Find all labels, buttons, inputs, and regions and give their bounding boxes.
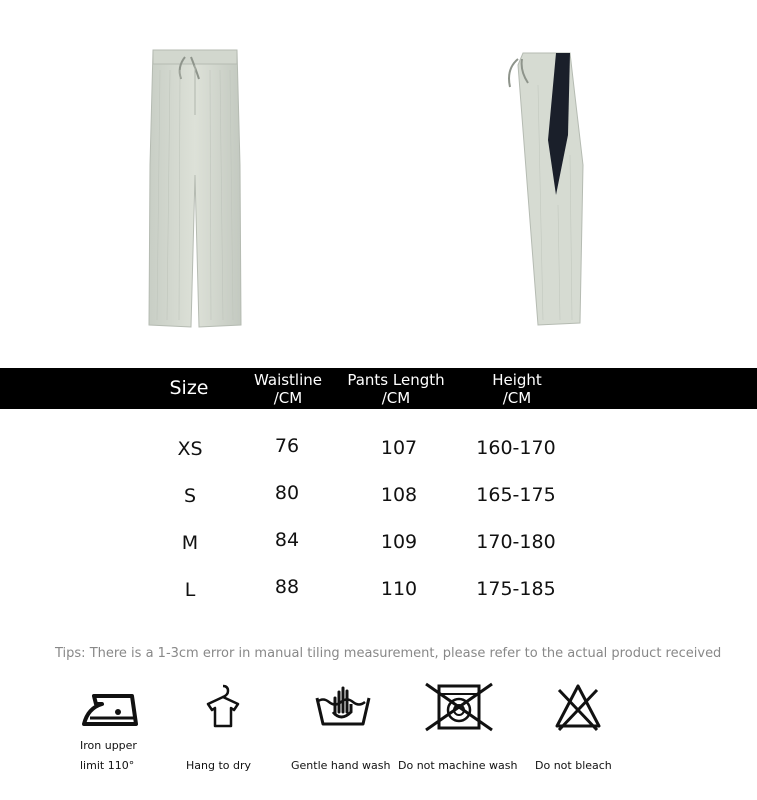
cell-waistline: 88 [274,576,300,598]
cell-size: XS [177,438,203,460]
no-machine-wash-icon [424,682,494,732]
care-instructions [0,682,757,800]
care-label-hang: Hang to dry [186,759,252,772]
header-height-unit: /CM [502,389,532,407]
header-waistline [238,371,338,407]
care-item-hang [186,682,266,776]
header-pants-length [336,371,456,407]
cell-height: 160-170 [476,437,556,459]
hanger-icon [198,682,248,732]
header-pants-length-unit: /CM [381,389,411,407]
cell-size: S [183,485,197,507]
care-item-bleach [535,682,630,776]
care-item-iron [80,682,170,776]
header-waistline-unit: /CM [273,389,303,407]
iron-icon [80,682,140,732]
measurement-tip: Tips: There is a 1-3cm error in manual tiling measurement, please refer to the actual product received [55,646,722,661]
cell-pants-length: 110 [380,578,418,600]
no-bleach-icon [553,682,603,732]
cell-pants-length: 109 [380,531,418,553]
cell-height: 170-180 [476,531,556,553]
table-row [0,566,757,606]
cell-waistline: 76 [274,435,300,457]
cell-height: 165-175 [476,484,556,506]
header-height-label: Height [492,371,542,389]
care-label-iron-1: Iron upper [80,739,137,752]
care-label-iron-2: limit 110° [80,759,135,772]
care-label-machine: Do not machine wash [398,759,518,772]
care-label-bleach: Do not bleach [535,759,612,772]
table-row [0,472,757,512]
product-photos [0,0,757,362]
header-size: Size [169,377,209,399]
size-table-header [0,368,757,409]
cell-size: M [181,532,199,554]
cell-waistline: 80 [274,482,300,504]
table-row [0,519,757,559]
cell-pants-length: 108 [380,484,418,506]
cell-size: L [184,579,196,601]
care-item-hand-wash [291,682,401,776]
header-waistline-label: Waistline [254,371,322,389]
cell-pants-length: 107 [380,437,418,459]
cell-height: 175-185 [476,578,556,600]
header-pants-length-label: Pants Length [347,371,445,389]
pants-front-image [145,45,245,330]
pants-side-image [498,45,588,330]
care-label-hand-wash: Gentle hand wash [291,759,391,772]
hand-wash-icon [313,682,373,732]
care-item-machine [398,682,528,776]
table-row [0,425,757,465]
header-height [467,371,567,407]
cell-waistline: 84 [274,529,300,551]
